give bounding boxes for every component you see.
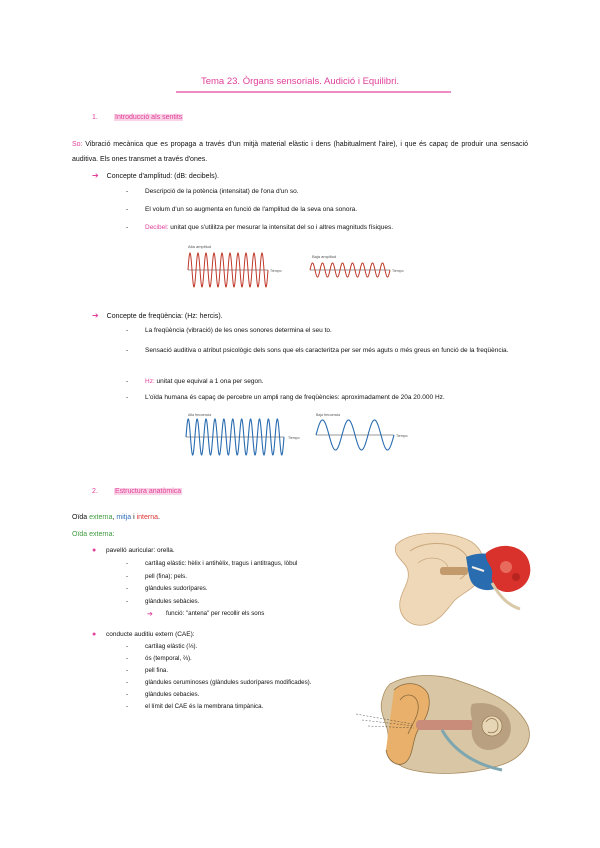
page-title: Tema 23. Òrgans sensorials. Audició i Equilibri. — [200, 76, 399, 87]
cae-heading: ● conducte auditiu extern (CAE): — [92, 631, 195, 638]
list-item: - Descripció de la potència (intensitat) de l'ona d'un so. — [126, 188, 299, 195]
list-item: ➔ funció: "antena" per recollir els sons — [147, 610, 265, 618]
section-2-heading — [92, 488, 182, 495]
list-item: - Decibel: unitat que s'utilitza per mesurar la intensitat del so i altres magnituds físiques. — [126, 224, 394, 231]
ear-canal-illustration — [342, 670, 540, 782]
high-amplitude-wave — [188, 253, 268, 287]
list-item: - cartílag elàstic: hèlix i antihèlix, tragus i antitragus, lòbul — [126, 560, 298, 567]
low-frequency-label: Baja frecuencia — [316, 413, 341, 417]
amplitude-waves-figure — [186, 240, 426, 302]
pavello-list — [126, 560, 386, 623]
time-axis-label: Tiempo — [288, 436, 300, 440]
list-item: - pell fina. — [126, 667, 169, 674]
section-2-number: 2. — [92, 488, 98, 495]
time-axis-label: Tiempo — [270, 269, 282, 273]
time-axis-label: Tiempo — [396, 434, 408, 438]
title-underline — [176, 91, 451, 93]
time-axis-label: Tiempo — [392, 269, 404, 273]
outer-ear-heading: Oïda externa: — [72, 531, 115, 538]
pavello-heading: ● pavelló auricular: orella. — [92, 547, 175, 554]
frequency-waves-figure — [182, 410, 422, 460]
list-item: - Sensació auditiva o atribut psicològic dels sons que els caracteritza per ser més aguts o més greus en funció de la freqüència. — [126, 347, 509, 354]
list-item: - el límit del CAE és la membrana timpànica. — [126, 703, 264, 710]
frequency-heading — [92, 311, 223, 320]
amplitude-list — [126, 188, 526, 242]
list-item: - glàndules ceruminoses (glàndules sudorípares modificades). — [126, 679, 312, 686]
arrow-icon: ➔ — [92, 311, 99, 320]
high-amplitude-label: Alta amplitud — [188, 244, 212, 249]
list-item: - cartílag elàstic (⅓). — [126, 643, 198, 650]
section-2-label: Estructura anatòmica — [115, 488, 182, 495]
arrow-icon: ➔ — [147, 611, 153, 618]
bullet-icon: ● — [92, 547, 97, 554]
list-item: - El volum d'un so augmenta en funció de l'amplitud de la seva ona sonora. — [126, 206, 358, 213]
frequency-heading-text: Concepte de freqüència: (Hz: hercis). — [106, 313, 223, 320]
amplitude-heading — [92, 171, 219, 180]
list-item: - La freqüència (vibració) de les ones sonores determina el seu to. — [126, 327, 332, 334]
amplitude-heading-text: Concepte d'amplitud: (dB: decibels). — [106, 173, 219, 180]
list-item: - glàndules sudorípares. — [126, 585, 208, 592]
list-item: - L'oïda humana és capaç de percebre un ampli rang de freqüències: aproximadament de 20a 20.000 Hz. — [126, 394, 445, 401]
intro-term: So: — [72, 141, 83, 148]
intro-text: Vibració mecànica que es propaga a través d'un mitjà material elàstic i dens (habitualment l'aire), i que és capaç de produir una sensació auditiva. Els ones transmet a través d'ones. — [72, 141, 528, 163]
section-1-heading — [92, 114, 183, 121]
high-frequency-label: Alta frecuencia — [188, 413, 212, 417]
section-1-number: 1. — [92, 114, 98, 121]
list-item: - glàndules cebacies. — [126, 691, 200, 698]
list-item: - pell (fina); pels. — [126, 572, 187, 580]
bullet-icon: ● — [92, 631, 97, 638]
frequency-list — [126, 327, 526, 410]
list-item: - ós (temporal, ⅔). — [126, 655, 192, 662]
low-amplitude-label: Baja amplitud — [312, 254, 337, 259]
section-1-label: Introducció als sentits — [115, 114, 183, 121]
list-item: - Hz: unitat que equival a 1 ona per segon. — [126, 378, 264, 385]
list-item: - glàndules sebàcies. — [126, 597, 200, 605]
ear-parts-intro: Oïda externa, mitja i interna. — [72, 514, 160, 521]
ear-anatomy-illustration — [388, 527, 538, 629]
arrow-icon: ➔ — [92, 171, 99, 180]
intro-paragraph — [72, 137, 528, 167]
